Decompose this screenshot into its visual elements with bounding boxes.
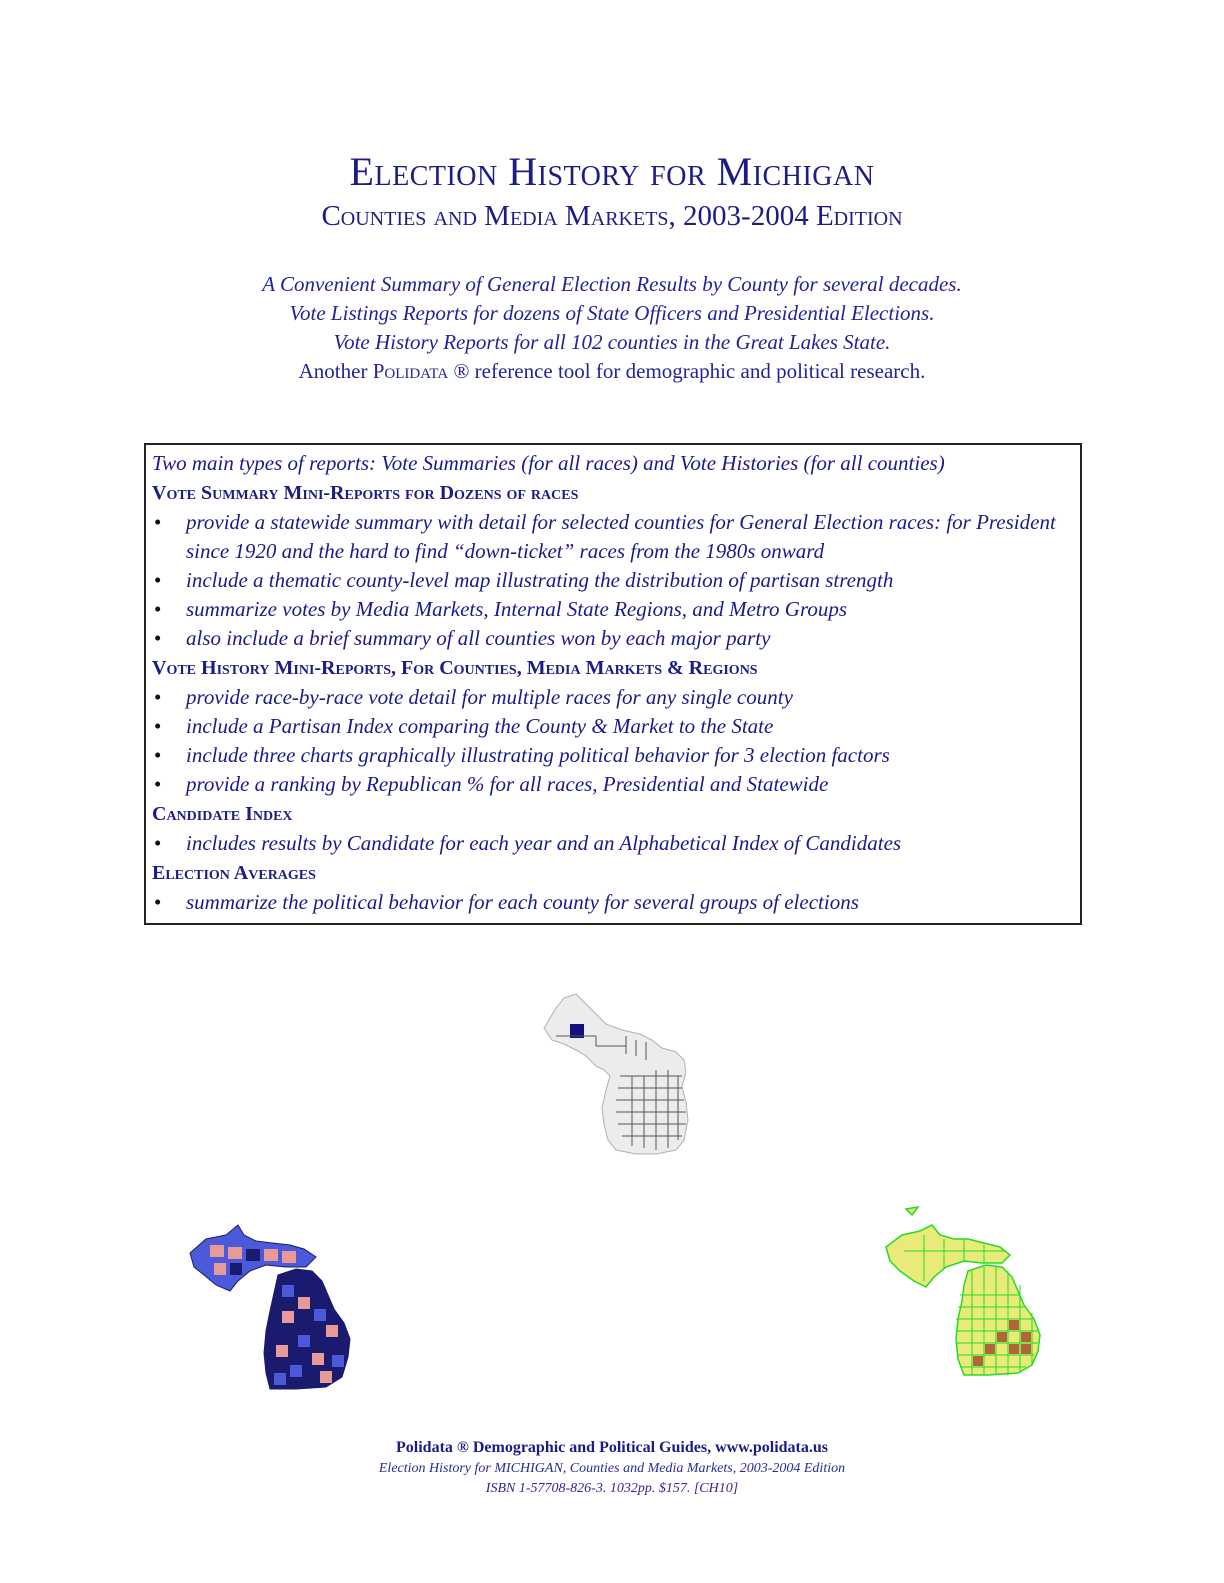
list-item xyxy=(152,624,1074,653)
list-item xyxy=(152,566,1074,595)
list-item xyxy=(152,741,1074,770)
list-item xyxy=(152,595,1074,624)
footer-isbn: ISBN 1-57708-826-3. 1032pp. $157. [CH10] xyxy=(485,1481,739,1496)
list-item xyxy=(152,770,1074,799)
bullet-icon: • xyxy=(154,890,162,914)
list-item-text: summarize the political behavior for each county for several groups of elections xyxy=(186,890,859,914)
partisan-map-graphic xyxy=(186,1205,366,1391)
section-heading: Vote Summary Mini-Reports for Dozens of races xyxy=(152,482,579,504)
list-item xyxy=(152,712,1074,741)
list-item-text: include a thematic county-level map illustrating the distribution of partisan strength xyxy=(186,568,894,592)
green-isle-royale xyxy=(906,1207,918,1215)
intro-line: Vote History Reports for all 102 counties in the Great Lakes State. xyxy=(333,330,891,354)
bullet-list xyxy=(152,683,1074,799)
bullet-icon: • xyxy=(154,597,162,621)
bullet-list xyxy=(152,888,1074,917)
bullet-icon: • xyxy=(154,685,162,709)
list-item-text: includes results by Candidate for each year and an Alphabetical Index of Candidates xyxy=(186,831,902,855)
list-item-text: provide a ranking by Republican % for all races, Presidential and Statewide xyxy=(186,772,829,796)
bullet-icon: • xyxy=(154,510,162,534)
list-item-text: also include a brief summary of all counties won by each major party xyxy=(186,626,771,650)
list-item xyxy=(152,683,1074,712)
list-item-text: provide a statewide summary with detail for selected counties for General Election races: for President since 1920 and the hard to find “down-ticket” races from the 1980s onward xyxy=(186,510,1056,563)
michigan-partisan-map-icon xyxy=(186,1205,366,1391)
bullet-list xyxy=(152,508,1074,653)
list-item-text: include a Partisan Index comparing the County & Market to the State xyxy=(186,714,774,738)
michigan-green-map-icon xyxy=(884,1205,1060,1377)
michigan-locator-map-icon xyxy=(536,990,692,1158)
section-heading: Election Averages xyxy=(152,862,316,884)
green-lower-peninsula xyxy=(956,1265,1040,1375)
list-item-text: summarize votes by Media Markets, Internal State Regions, and Metro Groups xyxy=(186,597,848,621)
intro-tagline xyxy=(0,357,1224,386)
list-item-text: provide race-by-race vote detail for multiple races for any single county xyxy=(186,685,793,709)
report-types-box xyxy=(144,443,1082,925)
footer-edition: Election History for MICHIGAN, Counties and Media Markets, 2003-2004 Edition xyxy=(378,1461,846,1476)
intro-block xyxy=(0,270,1224,386)
bullet-list xyxy=(152,829,1074,858)
section-heading: Candidate Index xyxy=(152,803,293,825)
page-title: Election History for Michigan xyxy=(349,149,875,194)
list-item xyxy=(152,829,1074,858)
locator-map-graphic xyxy=(536,990,692,1158)
list-item-text: include three charts graphically illustrating political behavior for 3 election factors xyxy=(186,743,890,767)
tagline-prefix: Another xyxy=(298,359,368,383)
intro-line: A Convenient Summary of General Election Results by County for several decades. xyxy=(262,272,962,296)
intro-line: Vote Listings Reports for dozens of State Officers and Presidential Elections. xyxy=(289,301,935,325)
bullet-icon: • xyxy=(154,743,162,767)
green-map-graphic xyxy=(884,1205,1060,1377)
locator-state-shape xyxy=(544,994,688,1154)
tagline-suffix: ® reference tool for demographic and political research. xyxy=(453,359,926,383)
footer xyxy=(0,1437,1224,1499)
bullet-icon: • xyxy=(154,831,162,855)
bullet-icon: • xyxy=(154,626,162,650)
box-lead: Two main types of reports: Vote Summaries (for all races) and Vote Histories (for all counties) xyxy=(152,451,945,475)
list-item xyxy=(152,508,1074,566)
footer-publisher: Polidata ® Demographic and Political Guides, www.polidata.us xyxy=(396,1439,828,1456)
list-item xyxy=(152,888,1074,917)
bullet-icon: • xyxy=(154,568,162,592)
bullet-icon: • xyxy=(154,714,162,738)
partisan-lower-peninsula xyxy=(264,1269,350,1389)
bullet-icon: • xyxy=(154,772,162,796)
section-heading: Vote History Mini-Reports, For Counties, Media Markets & Regions xyxy=(152,657,758,679)
page-subtitle: Counties and Media Markets, 2003-2004 Edition xyxy=(321,200,903,232)
tagline-brand: Polidata xyxy=(372,359,449,383)
